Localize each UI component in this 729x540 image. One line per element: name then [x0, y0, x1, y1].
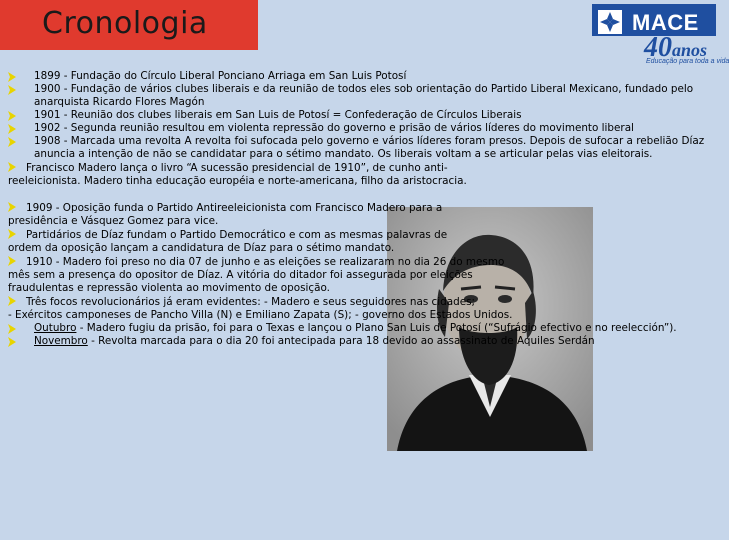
mace-logo [592, 2, 729, 68]
list-item [8, 70, 708, 83]
list-item [8, 135, 708, 161]
list-item-text: 1901 - Reunião dos clubes liberais em San Luis de Potosí = Confederação de Círculos Liberais [34, 109, 522, 121]
arrow-bullet-icon [8, 85, 16, 95]
paragraph-focos [8, 295, 708, 309]
month-label-outubro: Outubro [34, 322, 77, 334]
text-novembro: - Revolta marcada para o dia 20 foi antecipada para 18 devido ao assassinato de Aquiles Serdán [87, 335, 595, 347]
logo-anniversary-number: 40 [644, 32, 672, 63]
month-label-novembro: Novembro [34, 335, 88, 347]
list-item-text: 1902 - Segunda reunião resultou em violenta repressão do governo e prisão de vários líderes do movimento liberal [34, 122, 634, 134]
list-item-novembro [8, 335, 708, 348]
paragraph-partidarios [8, 228, 458, 255]
arrow-bullet-icon [8, 256, 16, 266]
arrow-bullet-icon [8, 324, 16, 334]
paragraph-focos-cont [8, 309, 708, 322]
arrow-bullet-icon [8, 296, 16, 306]
logo-brand: MACE [632, 10, 699, 35]
arrow-bullet-icon [8, 111, 16, 121]
list-item-outubro [8, 322, 708, 335]
arrow-bullet-icon [8, 137, 16, 147]
madero-text: Francisco Madero lança o livro “A sucessão presidencial de 1910”, de cunho anti-reeleicionista. Madero tinha educação européia e norte-americana, filho da aristocracia. [8, 162, 467, 187]
arrow-bullet-icon [8, 162, 16, 172]
list-item [8, 122, 708, 135]
timeline-content [8, 70, 708, 348]
page-title: Cronologia [42, 6, 208, 41]
logo-anniversary-suffix: anos [672, 40, 708, 60]
logo-mark-icon [598, 10, 622, 34]
arrow-bullet-icon [8, 124, 16, 134]
text-partidarios: Partidários de Díaz fundam o Partido Democrático e com as mesmas palavras de ordem da oposição lançam a candidatura de Díaz para o sétimo mandato. [8, 229, 448, 254]
arrow-bullet-icon [8, 337, 16, 347]
spacer [8, 188, 708, 201]
list-item-text: 1900 - Fundação de vários clubes liberais e da reunião de todos eles sob orientação do Partido Liberal Mexicano, fundado pelo anarquista Ricardo Flores Magón [34, 83, 694, 108]
arrow-bullet-icon [8, 202, 16, 212]
paragraph-1909 [8, 201, 498, 228]
list-item [8, 109, 708, 122]
arrow-bullet-icon [8, 229, 16, 239]
text-focos: Três focos revolucionários já eram evidentes: - Madero e seus seguidores nas cidades; [26, 296, 476, 308]
text-1910: 1910 - Madero foi preso no dia 07 de junho e as eleições se realizaram no dia 26 do mesmo mês sem a presença do opositor de Díaz. A vitória do ditador foi assegurada por eleições fraudulentas e repressão violenta ao movimento de oposição. [8, 256, 505, 294]
list-item-text: 1899 - Fundação do Círculo Liberal Ponciano Arriaga em San Luis Potosí [34, 70, 407, 82]
text-1909: 1909 - Oposição funda o Partido Antireeleicionista com Francisco Madero para a presidência e Vásquez Gomez para vice. [8, 202, 443, 227]
logo-tagline: Educação para toda a vida [646, 58, 729, 65]
text-focos-cont: - Exércitos camponeses de Pancho Villa (N) e Emiliano Zapata (S); - governo dos Estados Unidos. [8, 309, 513, 321]
text-outubro: - Madero fugiu da prisão, foi para o Texas e lançou o Plano San Luis de Potosí (“Sufrágio efectivo e no reelección”). [76, 322, 677, 334]
paragraph-1910 [8, 255, 508, 295]
list-item-text: 1908 - Marcada uma revolta A revolta foi sufocada pelo governo e vários líderes foram presos. Depois de sufocar a rebelião Díaz anuncia a intenção de não se candidatar para o sétimo mandato. Os liberais voltam a se articular pelas vias eleitorais. [34, 135, 705, 160]
arrow-bullet-icon [8, 72, 16, 82]
madero-paragraph [8, 161, 478, 188]
list-item [8, 83, 708, 109]
